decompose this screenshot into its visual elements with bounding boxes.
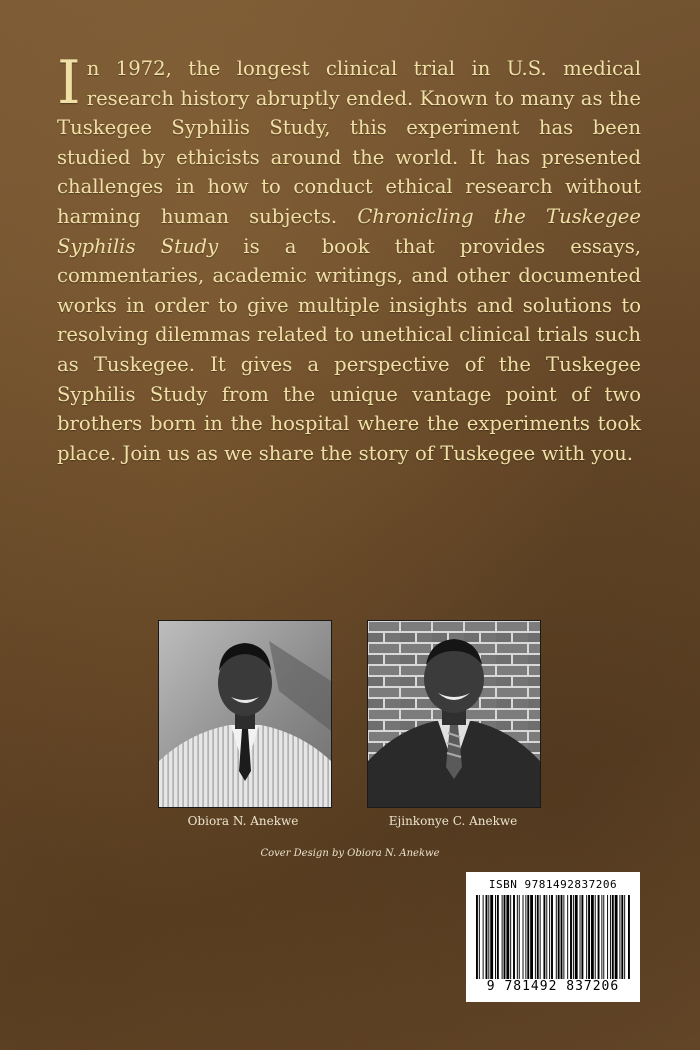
author-photo-obiora bbox=[158, 620, 332, 808]
drop-cap: I bbox=[57, 48, 81, 118]
isbn-digits: 9 781492 837206 bbox=[486, 979, 620, 994]
blurb-text-before-title: n 1972, the longest clinical trial in U.S. medical research history abruptly ended. Known to many as the Tuskegee Syphilis Study, this experiment has been studied by ethicists around the world. It has presented challenges in how to conduct ethical research without harming human subjects. bbox=[57, 57, 641, 228]
blurb-paragraph bbox=[57, 48, 642, 468]
author-photo-ejinkonye bbox=[367, 620, 541, 808]
author-photo-ejinkonye-image bbox=[368, 621, 540, 807]
author-caption-obiora: Obiora N. Anekwe bbox=[187, 814, 299, 828]
barcode-bars bbox=[474, 895, 632, 979]
isbn-label: ISBN 9781492837206 bbox=[488, 878, 618, 891]
isbn-barcode bbox=[466, 872, 640, 1002]
book-title: Chronicling the Tuskegee Syphilis Study bbox=[57, 204, 642, 258]
author-caption-ejinkonye: Ejinkonye C. Anekwe bbox=[388, 814, 518, 828]
blurb-text-after-title: is a book that provides essays, commentaries, academic writings, and other documented works in order to give multiple insights and solutions to resolving dilemmas related to unethical clinical trials such as Tuskegee. It gives a perspective of the Tuskegee Syphilis Study from the unique vantage point of two brothers born in the hospital where the experiments took place. Join us as we share the story of Tuskegee with you. bbox=[57, 234, 642, 465]
cover-design-credit: Cover Design by Obiora N. Anekwe bbox=[260, 848, 440, 859]
author-photo-obiora-image bbox=[159, 621, 331, 807]
